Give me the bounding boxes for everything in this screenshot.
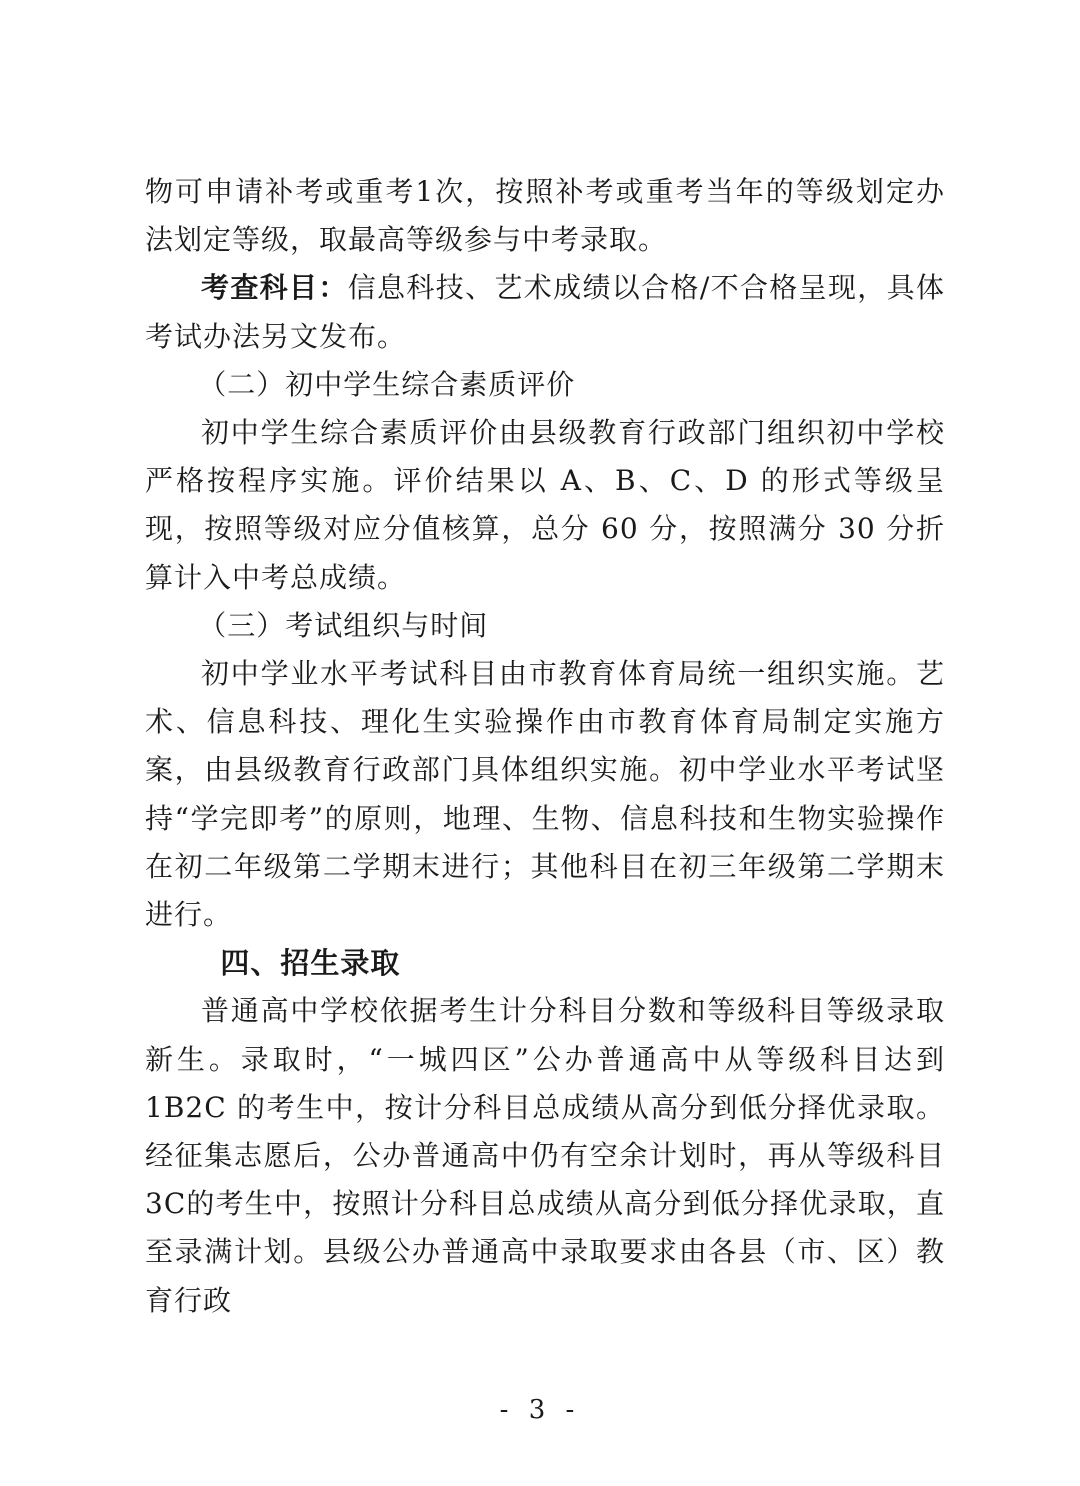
page-number: - 3 -: [499, 1395, 581, 1425]
paragraph-exam-organization: 初中学业水平考试科目由市教育体育局统一组织实施。艺术、信息科技、理化生实验操作由市教育体育局制定实施方案，由县级教育行政部门具体组织实施。初中学业水平考试坚持“学完即考”的原则，地理、生物、信息科技和生物实验操作在初二年级第二学期末进行；其他科目在初三年级第二学期末进行。: [145, 657, 945, 932]
section-heading-2: （二）初中学生综合素质评价: [198, 367, 576, 401]
paragraph-quality-evaluation: 初中学生综合素质评价由县级教育行政部门组织初中学校严格按程序实施。评价结果以 A、B、C、D 的形式等级呈现，按照等级对应分值核算，总分 60 分，按照满分 30 分折算计入中考总成绩。: [145, 416, 945, 594]
paragraph-admission: 普通高中学校依据考生计分科目分数和等级科目等级录取新生。录取时，“一城四区”公办普通高中从等级科目达到1B2C 的考生中，按计分科目总成绩从高分到低分择优录取。经征集志愿后，公办普通高中仍有空余计划时，再从等级科目 3C的考生中，按照计分科目总成绩从高分到低分择优录取，直至录满计划。县级公办普通高中录取要求由各县（市、区）教育行政: [145, 994, 945, 1317]
exam-subjects-label: 考查科目：: [201, 271, 348, 305]
section-heading-3: （三）考试组织与时间: [198, 608, 489, 642]
document-body: [145, 168, 945, 1325]
section-heading-4: 四、招生录取: [220, 946, 401, 981]
paragraph-exam-subjects: [145, 264, 945, 360]
exam-subjects-text: 信息科技、艺术成绩以合格/不合格呈现，具体考试办法另文发布。: [145, 271, 945, 353]
paragraph-continuation: 物可申请补考或重考1次，按照补考或重考当年的等级划定办法划定等级，取最高等级参与中考录取。: [145, 175, 945, 257]
